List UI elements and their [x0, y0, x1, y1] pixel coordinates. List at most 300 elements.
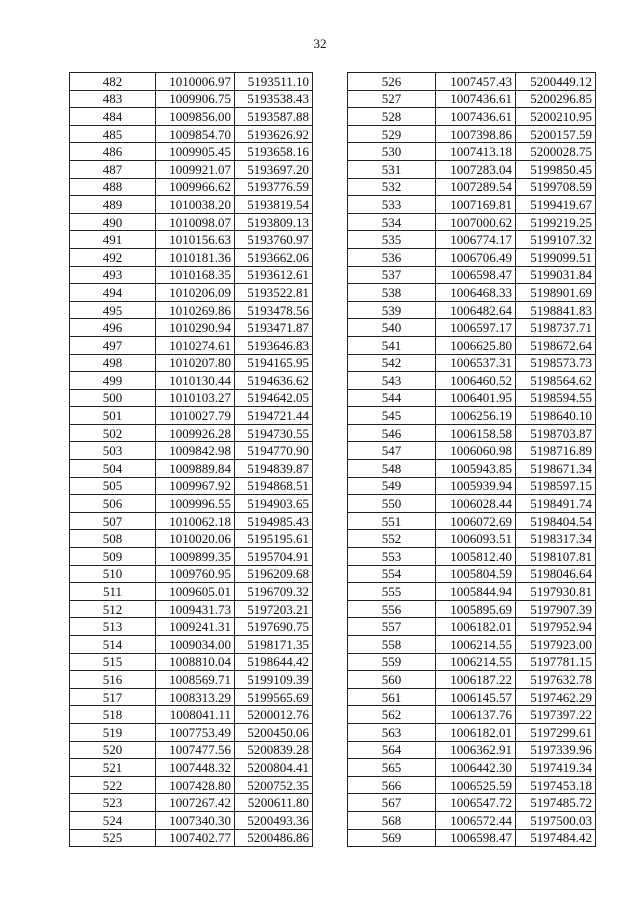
- x-coordinate-cell: 1006598.47: [436, 829, 516, 847]
- y-coordinate-cell: 5198491.74: [516, 495, 596, 513]
- table-row: [348, 794, 596, 812]
- y-coordinate-cell: 5199565.69: [235, 688, 313, 706]
- x-coordinate-cell: 1010027.79: [156, 407, 235, 425]
- x-coordinate-cell: 1006214.55: [436, 653, 516, 671]
- x-coordinate-cell: 1006187.22: [436, 671, 516, 689]
- y-coordinate-cell: 5197453.18: [516, 776, 596, 794]
- table-row: [348, 143, 596, 161]
- point-number-cell: 512: [70, 600, 156, 618]
- y-coordinate-cell: 5198317.34: [516, 530, 596, 548]
- y-coordinate-cell: 5198640.10: [516, 407, 596, 425]
- point-number-cell: 548: [348, 460, 436, 478]
- x-coordinate-cell: 1006093.51: [436, 530, 516, 548]
- x-coordinate-cell: 1005943.85: [436, 460, 516, 478]
- table-row: [348, 565, 596, 583]
- y-coordinate-cell: 5194165.95: [235, 354, 313, 372]
- table-row: [348, 442, 596, 460]
- y-coordinate-cell: 5198703.87: [516, 424, 596, 442]
- point-number-cell: 567: [348, 794, 436, 812]
- y-coordinate-cell: 5197203.21: [235, 600, 313, 618]
- table-row: [348, 319, 596, 337]
- y-coordinate-cell: 5197781.15: [516, 653, 596, 671]
- table-row: [70, 495, 313, 513]
- y-coordinate-cell: 5198672.64: [516, 336, 596, 354]
- table-row: [348, 336, 596, 354]
- y-coordinate-cell: 5199219.25: [516, 213, 596, 231]
- point-number-cell: 482: [70, 73, 156, 91]
- y-coordinate-cell: 5199708.59: [516, 178, 596, 196]
- x-coordinate-cell: 1006625.80: [436, 336, 516, 354]
- point-number-cell: 491: [70, 231, 156, 249]
- x-coordinate-cell: 1010269.86: [156, 301, 235, 319]
- table-row: [70, 442, 313, 460]
- y-coordinate-cell: 5200157.59: [516, 125, 596, 143]
- x-coordinate-cell: 1009889.84: [156, 460, 235, 478]
- x-coordinate-cell: 1010206.09: [156, 284, 235, 302]
- y-coordinate-cell: 5196209.68: [235, 565, 313, 583]
- point-number-cell: 537: [348, 266, 436, 284]
- y-coordinate-cell: 5198644.42: [235, 653, 313, 671]
- table-row: [348, 706, 596, 724]
- table-row: [70, 231, 313, 249]
- table-row: [70, 477, 313, 495]
- point-number-cell: 507: [70, 512, 156, 530]
- point-number-cell: 528: [348, 108, 436, 126]
- point-number-cell: 538: [348, 284, 436, 302]
- point-number-cell: 551: [348, 512, 436, 530]
- y-coordinate-cell: 5193646.83: [235, 336, 313, 354]
- x-coordinate-cell: 1010098.07: [156, 213, 235, 231]
- table-row: [348, 424, 596, 442]
- table-row: [348, 583, 596, 601]
- table-row: [70, 741, 313, 759]
- x-coordinate-cell: 1006256.19: [436, 407, 516, 425]
- point-number-cell: 553: [348, 548, 436, 566]
- x-coordinate-cell: 1006362.91: [436, 741, 516, 759]
- y-coordinate-cell: 5193511.10: [235, 73, 313, 91]
- x-coordinate-cell: 1009921.07: [156, 160, 235, 178]
- point-number-cell: 508: [70, 530, 156, 548]
- x-coordinate-cell: 1009906.75: [156, 90, 235, 108]
- y-coordinate-cell: 5197299.61: [516, 723, 596, 741]
- point-number-cell: 544: [348, 389, 436, 407]
- table-row: [348, 407, 596, 425]
- point-number-cell: 495: [70, 301, 156, 319]
- table-row: [70, 600, 313, 618]
- y-coordinate-cell: 5199107.32: [516, 231, 596, 249]
- x-coordinate-cell: 1007413.18: [436, 143, 516, 161]
- y-coordinate-cell: 5200804.41: [235, 759, 313, 777]
- point-number-cell: 569: [348, 829, 436, 847]
- point-number-cell: 529: [348, 125, 436, 143]
- y-coordinate-cell: 5198564.62: [516, 372, 596, 390]
- table-row: [70, 688, 313, 706]
- table-row: [70, 759, 313, 777]
- point-number-cell: 532: [348, 178, 436, 196]
- y-coordinate-cell: 5200210.95: [516, 108, 596, 126]
- point-number-cell: 549: [348, 477, 436, 495]
- point-number-cell: 530: [348, 143, 436, 161]
- y-coordinate-cell: 5199099.51: [516, 248, 596, 266]
- x-coordinate-cell: 1009967.92: [156, 477, 235, 495]
- x-coordinate-cell: 1006482.64: [436, 301, 516, 319]
- point-number-cell: 543: [348, 372, 436, 390]
- point-number-cell: 522: [70, 776, 156, 794]
- table-row: [70, 143, 313, 161]
- y-coordinate-cell: 5193522.81: [235, 284, 313, 302]
- y-coordinate-cell: 5195704.91: [235, 548, 313, 566]
- table-row: [348, 741, 596, 759]
- x-coordinate-cell: 1006028.44: [436, 495, 516, 513]
- x-coordinate-cell: 1006214.55: [436, 636, 516, 654]
- y-coordinate-cell: 5200449.12: [516, 73, 596, 91]
- y-coordinate-cell: 5194839.87: [235, 460, 313, 478]
- x-coordinate-cell: 1009996.55: [156, 495, 235, 513]
- x-coordinate-cell: 1010006.97: [156, 73, 235, 91]
- point-number-cell: 492: [70, 248, 156, 266]
- x-coordinate-cell: 1006525.59: [436, 776, 516, 794]
- y-coordinate-cell: 5197419.34: [516, 759, 596, 777]
- table-row: [70, 512, 313, 530]
- point-number-cell: 516: [70, 671, 156, 689]
- point-number-cell: 564: [348, 741, 436, 759]
- point-number-cell: 552: [348, 530, 436, 548]
- point-number-cell: 488: [70, 178, 156, 196]
- point-number-cell: 565: [348, 759, 436, 777]
- table-row: [70, 319, 313, 337]
- y-coordinate-cell: 5194903.65: [235, 495, 313, 513]
- point-number-cell: 514: [70, 636, 156, 654]
- x-coordinate-cell: 1010274.61: [156, 336, 235, 354]
- x-coordinate-cell: 1009905.45: [156, 143, 235, 161]
- table-row: [70, 266, 313, 284]
- y-coordinate-cell: 5199031.84: [516, 266, 596, 284]
- point-number-cell: 523: [70, 794, 156, 812]
- x-coordinate-cell: 1007398.86: [436, 125, 516, 143]
- table-row: [70, 160, 313, 178]
- x-coordinate-cell: 1010290.94: [156, 319, 235, 337]
- x-coordinate-cell: 1007283.04: [436, 160, 516, 178]
- y-coordinate-cell: 5198671.34: [516, 460, 596, 478]
- y-coordinate-cell: 5193658.16: [235, 143, 313, 161]
- point-number-cell: 485: [70, 125, 156, 143]
- table-row: [348, 372, 596, 390]
- table-row: [348, 231, 596, 249]
- x-coordinate-cell: 1006137.76: [436, 706, 516, 724]
- point-number-cell: 513: [70, 618, 156, 636]
- y-coordinate-cell: 5197397.22: [516, 706, 596, 724]
- point-number-cell: 496: [70, 319, 156, 337]
- x-coordinate-cell: 1005939.94: [436, 477, 516, 495]
- table-row: [70, 424, 313, 442]
- y-coordinate-cell: 5197339.96: [516, 741, 596, 759]
- table-row: [70, 73, 313, 91]
- table-row: [348, 284, 596, 302]
- point-number-cell: 536: [348, 248, 436, 266]
- point-number-cell: 545: [348, 407, 436, 425]
- point-number-cell: 550: [348, 495, 436, 513]
- y-coordinate-cell: 5198107.81: [516, 548, 596, 566]
- point-number-cell: 526: [348, 73, 436, 91]
- x-coordinate-cell: 1006182.01: [436, 618, 516, 636]
- point-number-cell: 515: [70, 653, 156, 671]
- table-row: [348, 653, 596, 671]
- table-row: [348, 354, 596, 372]
- y-coordinate-cell: 5199109.39: [235, 671, 313, 689]
- y-coordinate-cell: 5200028.75: [516, 143, 596, 161]
- x-coordinate-cell: 1010156.63: [156, 231, 235, 249]
- table-row: [70, 548, 313, 566]
- x-coordinate-cell: 1005812.40: [436, 548, 516, 566]
- table-row: [348, 73, 596, 91]
- y-coordinate-cell: 5197930.81: [516, 583, 596, 601]
- x-coordinate-cell: 1010207.80: [156, 354, 235, 372]
- x-coordinate-cell: 1010020.06: [156, 530, 235, 548]
- x-coordinate-cell: 1005844.94: [436, 583, 516, 601]
- table-row: [348, 671, 596, 689]
- point-number-cell: 558: [348, 636, 436, 654]
- table-row: [348, 600, 596, 618]
- point-number-cell: 557: [348, 618, 436, 636]
- page-number: 32: [313, 36, 327, 51]
- table-row: [348, 759, 596, 777]
- table-row: [70, 583, 313, 601]
- x-coordinate-cell: 1009899.35: [156, 548, 235, 566]
- x-coordinate-cell: 1006597.17: [436, 319, 516, 337]
- point-number-cell: 499: [70, 372, 156, 390]
- y-coordinate-cell: 5197500.03: [516, 811, 596, 829]
- y-coordinate-cell: 5194642.05: [235, 389, 313, 407]
- point-number-cell: 560: [348, 671, 436, 689]
- point-number-cell: 521: [70, 759, 156, 777]
- table-row: [70, 671, 313, 689]
- table-row: [70, 284, 313, 302]
- point-number-cell: 540: [348, 319, 436, 337]
- table-row: [348, 460, 596, 478]
- x-coordinate-cell: 1010130.44: [156, 372, 235, 390]
- point-number-cell: 525: [70, 829, 156, 847]
- table-row: [348, 495, 596, 513]
- table-row: [348, 512, 596, 530]
- x-coordinate-cell: 1006442.30: [436, 759, 516, 777]
- x-coordinate-cell: 1006537.31: [436, 354, 516, 372]
- point-number-cell: 500: [70, 389, 156, 407]
- table-row: [70, 829, 313, 847]
- y-coordinate-cell: 5197484.42: [516, 829, 596, 847]
- point-number-cell: 559: [348, 653, 436, 671]
- y-coordinate-cell: 5197690.75: [235, 618, 313, 636]
- point-number-cell: 527: [348, 90, 436, 108]
- point-number-cell: 506: [70, 495, 156, 513]
- x-coordinate-cell: 1006060.98: [436, 442, 516, 460]
- point-number-cell: 568: [348, 811, 436, 829]
- point-number-cell: 504: [70, 460, 156, 478]
- point-number-cell: 518: [70, 706, 156, 724]
- table-row: [348, 811, 596, 829]
- y-coordinate-cell: 5200486.86: [235, 829, 313, 847]
- table-row: [70, 653, 313, 671]
- y-coordinate-cell: 5194721.44: [235, 407, 313, 425]
- table-row: [348, 829, 596, 847]
- y-coordinate-cell: 5198737.71: [516, 319, 596, 337]
- x-coordinate-cell: 1006158.58: [436, 424, 516, 442]
- table-row: [70, 248, 313, 266]
- x-coordinate-cell: 1007457.43: [436, 73, 516, 91]
- x-coordinate-cell: 1009856.00: [156, 108, 235, 126]
- point-number-cell: 490: [70, 213, 156, 231]
- y-coordinate-cell: 5198716.89: [516, 442, 596, 460]
- point-number-cell: 494: [70, 284, 156, 302]
- y-coordinate-cell: 5194770.90: [235, 442, 313, 460]
- point-number-cell: 547: [348, 442, 436, 460]
- x-coordinate-cell: 1006774.17: [436, 231, 516, 249]
- table-row: [348, 389, 596, 407]
- x-coordinate-cell: 1007436.61: [436, 108, 516, 126]
- table-row: [348, 213, 596, 231]
- x-coordinate-cell: 1009966.62: [156, 178, 235, 196]
- table-row: [70, 178, 313, 196]
- x-coordinate-cell: 1009431.73: [156, 600, 235, 618]
- point-number-cell: 524: [70, 811, 156, 829]
- table-row: [70, 108, 313, 126]
- point-number-cell: 541: [348, 336, 436, 354]
- table-row: [348, 477, 596, 495]
- y-coordinate-cell: 5194636.62: [235, 372, 313, 390]
- y-coordinate-cell: 5193612.61: [235, 266, 313, 284]
- table-row: [348, 266, 596, 284]
- point-number-cell: 509: [70, 548, 156, 566]
- x-coordinate-cell: 1006401.95: [436, 389, 516, 407]
- x-coordinate-cell: 1010038.20: [156, 196, 235, 214]
- y-coordinate-cell: 5193471.87: [235, 319, 313, 337]
- x-coordinate-cell: 1009926.28: [156, 424, 235, 442]
- y-coordinate-cell: 5200012.76: [235, 706, 313, 724]
- table-row: [348, 530, 596, 548]
- table-row: [70, 565, 313, 583]
- x-coordinate-cell: 1007000.62: [436, 213, 516, 231]
- y-coordinate-cell: 5194730.55: [235, 424, 313, 442]
- table-row: [70, 372, 313, 390]
- table-row: [70, 636, 313, 654]
- table-row: [70, 336, 313, 354]
- x-coordinate-cell: 1009241.31: [156, 618, 235, 636]
- y-coordinate-cell: 5198841.83: [516, 301, 596, 319]
- x-coordinate-cell: 1010181.36: [156, 248, 235, 266]
- table-row: [70, 794, 313, 812]
- y-coordinate-cell: 5193776.59: [235, 178, 313, 196]
- table-row: [348, 248, 596, 266]
- point-number-cell: 483: [70, 90, 156, 108]
- point-number-cell: 519: [70, 723, 156, 741]
- x-coordinate-cell: 1006706.49: [436, 248, 516, 266]
- x-coordinate-cell: 1009842.98: [156, 442, 235, 460]
- y-coordinate-cell: 5193760.97: [235, 231, 313, 249]
- x-coordinate-cell: 1010103.27: [156, 389, 235, 407]
- y-coordinate-cell: 5193809.13: [235, 213, 313, 231]
- point-number-cell: 520: [70, 741, 156, 759]
- table-row: [348, 301, 596, 319]
- table-row: [348, 776, 596, 794]
- x-coordinate-cell: 1008041.11: [156, 706, 235, 724]
- point-number-cell: 511: [70, 583, 156, 601]
- point-number-cell: 542: [348, 354, 436, 372]
- y-coordinate-cell: 5198594.55: [516, 389, 596, 407]
- coordinates-table-left: [69, 72, 313, 847]
- y-coordinate-cell: 5193819.54: [235, 196, 313, 214]
- point-number-cell: 505: [70, 477, 156, 495]
- table-row: [348, 723, 596, 741]
- point-number-cell: 535: [348, 231, 436, 249]
- point-number-cell: 546: [348, 424, 436, 442]
- point-number-cell: 498: [70, 354, 156, 372]
- x-coordinate-cell: 1006460.52: [436, 372, 516, 390]
- x-coordinate-cell: 1007289.54: [436, 178, 516, 196]
- y-coordinate-cell: 5198573.73: [516, 354, 596, 372]
- table-row: [70, 776, 313, 794]
- x-coordinate-cell: 1005804.59: [436, 565, 516, 583]
- y-coordinate-cell: 5198171.35: [235, 636, 313, 654]
- x-coordinate-cell: 1009760.95: [156, 565, 235, 583]
- x-coordinate-cell: 1010062.18: [156, 512, 235, 530]
- y-coordinate-cell: 5199419.67: [516, 196, 596, 214]
- x-coordinate-cell: 1009605.01: [156, 583, 235, 601]
- y-coordinate-cell: 5193697.20: [235, 160, 313, 178]
- x-coordinate-cell: 1008313.29: [156, 688, 235, 706]
- table-row: [70, 530, 313, 548]
- x-coordinate-cell: 1007267.42: [156, 794, 235, 812]
- x-coordinate-cell: 1005895.69: [436, 600, 516, 618]
- y-coordinate-cell: 5197923.00: [516, 636, 596, 654]
- table-row: [348, 125, 596, 143]
- point-number-cell: 533: [348, 196, 436, 214]
- point-number-cell: 566: [348, 776, 436, 794]
- y-coordinate-cell: 5198404.54: [516, 512, 596, 530]
- table-row: [70, 90, 313, 108]
- table-row: [348, 548, 596, 566]
- x-coordinate-cell: 1006547.72: [436, 794, 516, 812]
- point-number-cell: 554: [348, 565, 436, 583]
- point-number-cell: 534: [348, 213, 436, 231]
- table-row: [348, 618, 596, 636]
- table-row: [348, 688, 596, 706]
- table-row: [70, 811, 313, 829]
- point-number-cell: 493: [70, 266, 156, 284]
- point-number-cell: 503: [70, 442, 156, 460]
- table-row: [348, 90, 596, 108]
- table-row: [348, 160, 596, 178]
- point-number-cell: 487: [70, 160, 156, 178]
- y-coordinate-cell: 5197462.29: [516, 688, 596, 706]
- table-row: [348, 108, 596, 126]
- x-coordinate-cell: 1007436.61: [436, 90, 516, 108]
- y-coordinate-cell: 5193478.56: [235, 301, 313, 319]
- y-coordinate-cell: 5200611.80: [235, 794, 313, 812]
- point-number-cell: 531: [348, 160, 436, 178]
- table-row: [70, 213, 313, 231]
- y-coordinate-cell: 5200839.28: [235, 741, 313, 759]
- table-row: [348, 178, 596, 196]
- point-number-cell: 561: [348, 688, 436, 706]
- x-coordinate-cell: 1006572.44: [436, 811, 516, 829]
- table-row: [70, 354, 313, 372]
- y-coordinate-cell: 5195195.61: [235, 530, 313, 548]
- x-coordinate-cell: 1008810.04: [156, 653, 235, 671]
- y-coordinate-cell: 5200450.06: [235, 723, 313, 741]
- point-number-cell: 539: [348, 301, 436, 319]
- y-coordinate-cell: 5197952.94: [516, 618, 596, 636]
- x-coordinate-cell: 1007402.77: [156, 829, 235, 847]
- x-coordinate-cell: 1006182.01: [436, 723, 516, 741]
